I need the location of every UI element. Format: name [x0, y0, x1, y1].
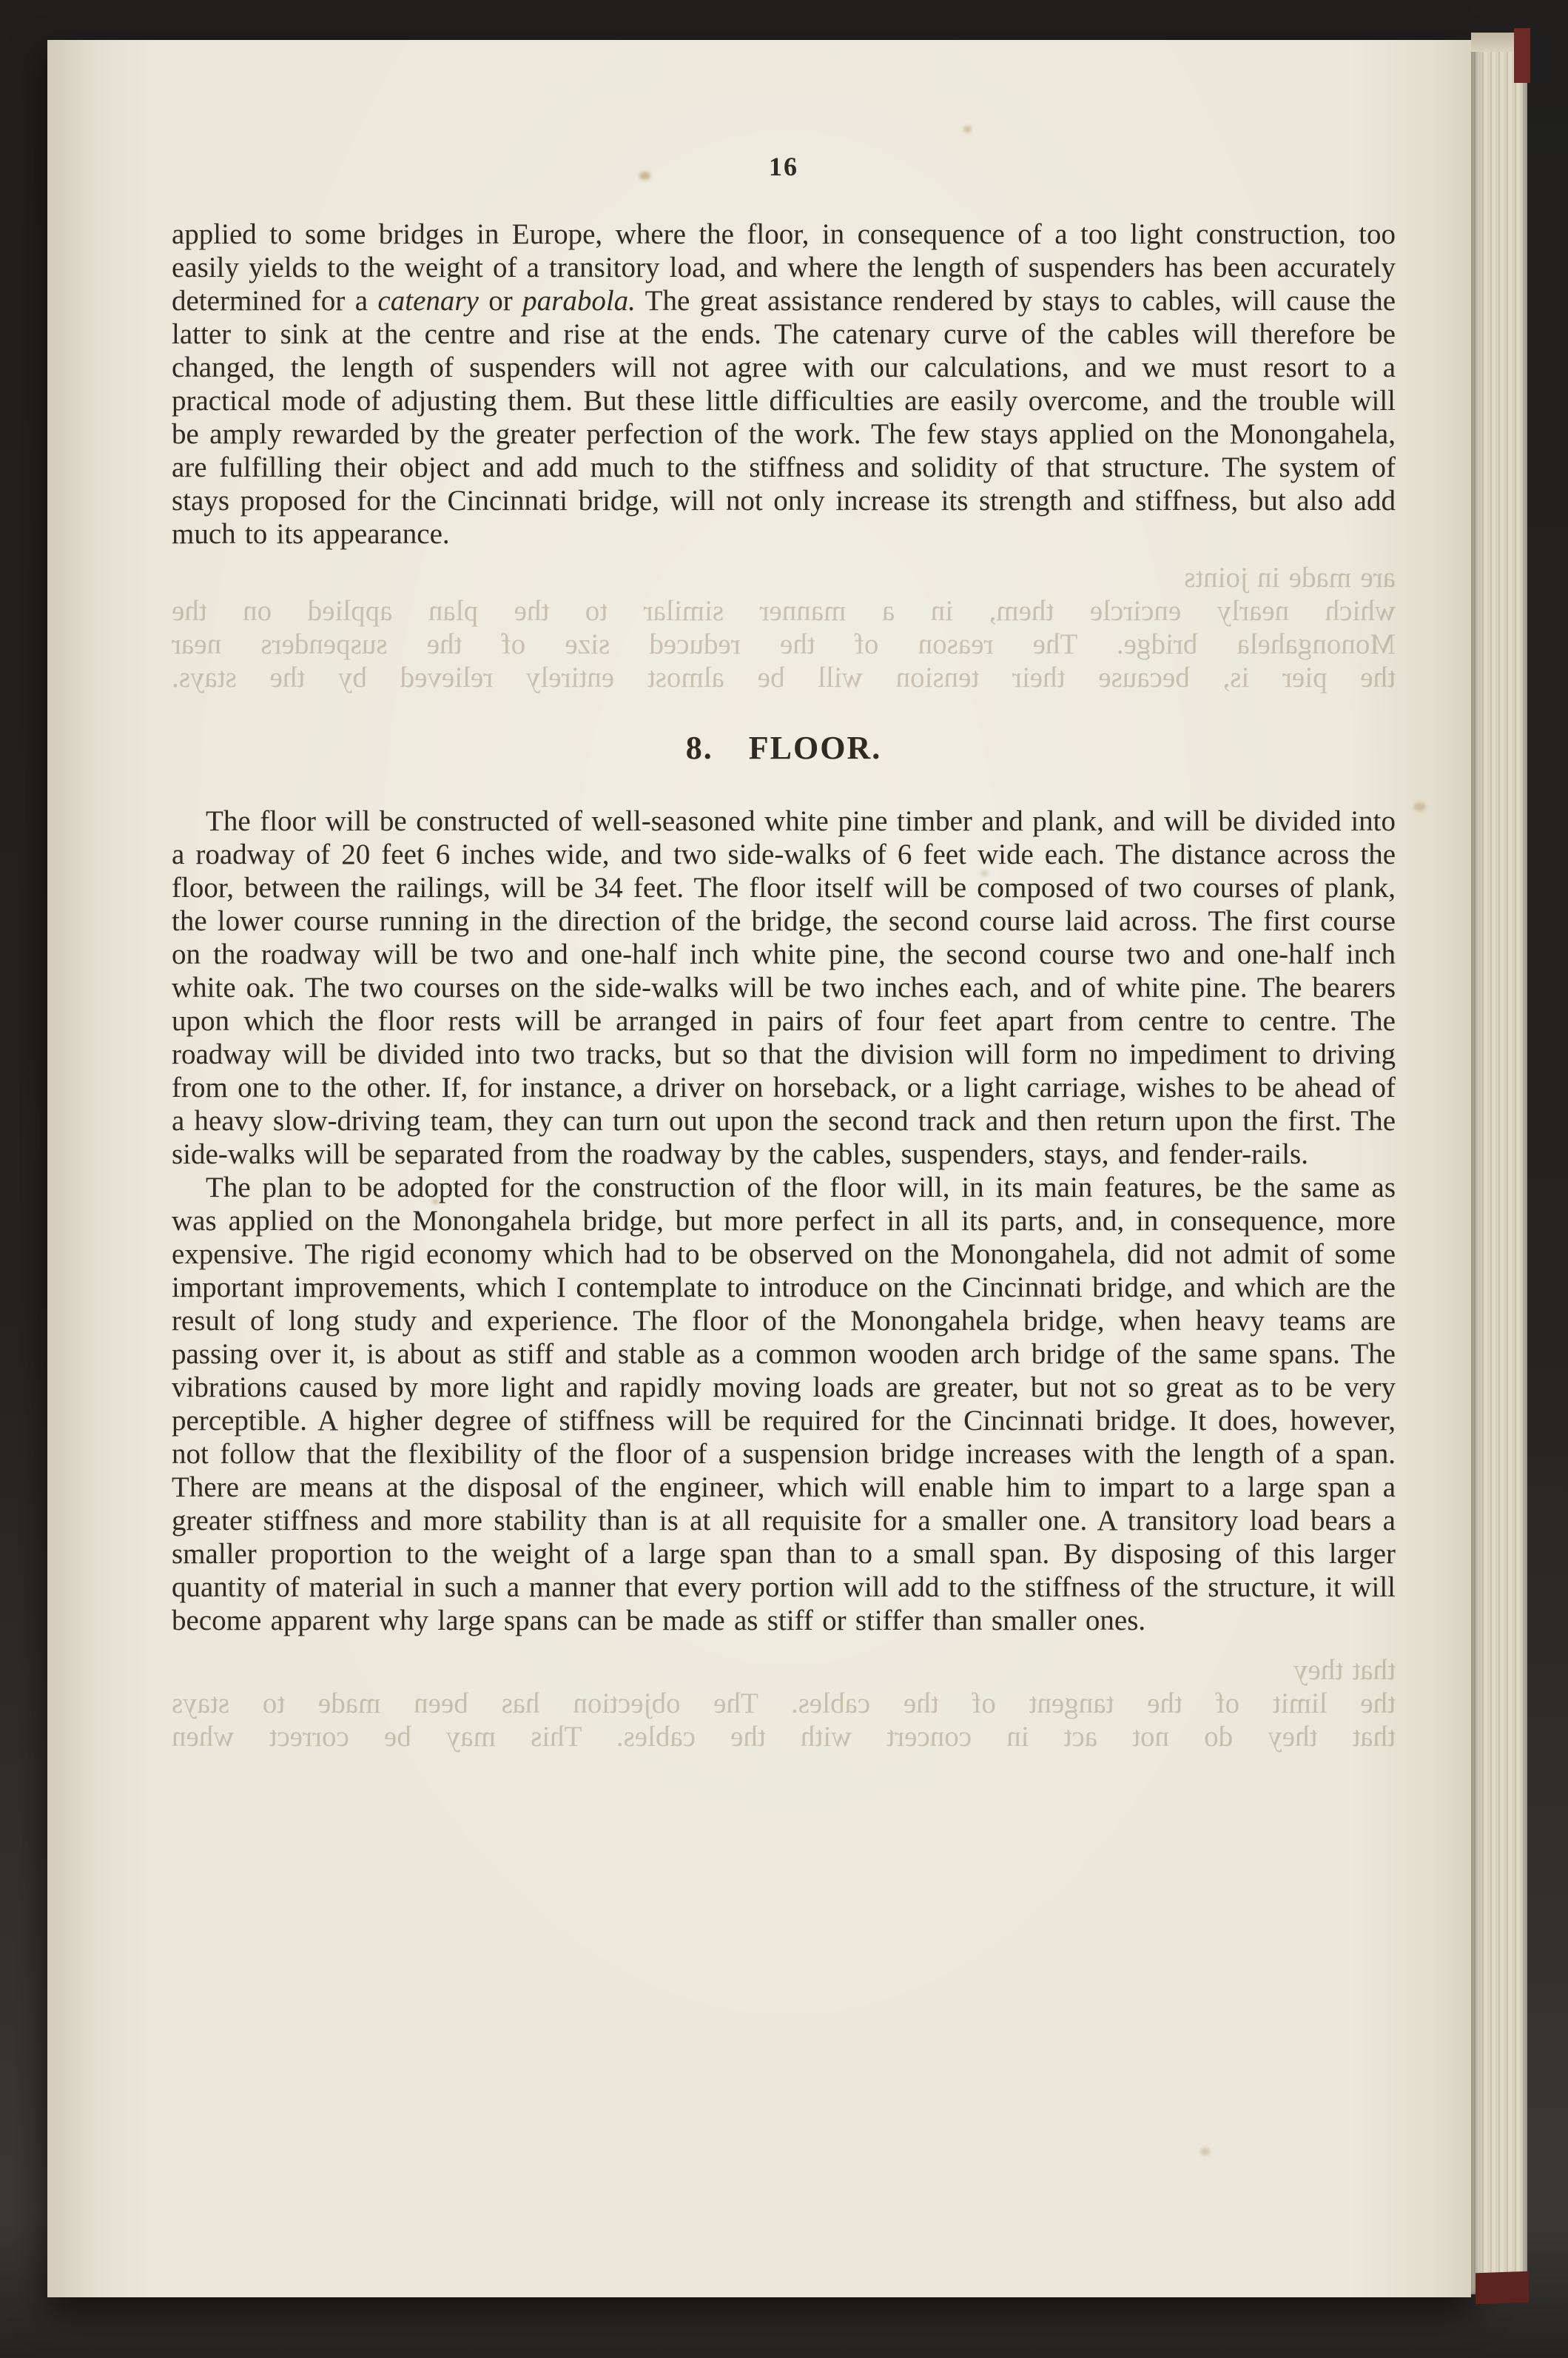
section-title: FLOOR.: [748, 730, 882, 766]
bleedthrough-line: that they: [1293, 1654, 1396, 1686]
section-number: 8.: [685, 730, 713, 766]
bleedthrough-line: the pier is, because their tension will be almost entirely relieved by the stays.: [172, 662, 1396, 693]
bleedthrough-line: that they do not act in concert with the cables. This may be correct when: [172, 1721, 1396, 1753]
book-cover-edge-bottom: [1476, 2271, 1529, 2305]
foxing-spot: [639, 172, 650, 180]
floor-paragraph-1: The floor will be constructed of well-seasoned white pine timber and plank, and will be divided into a roadway of 20 feet 6 inches wide, and two side-walks of 6 feet wide each. The distance across the floor, between the railings, will be 34 feet. The floor itself will be composed of two courses of plank, the lower course running in the direction of the bridge, the second course laid across. The first course on the roadway will be two and one-half inch white pine, the second course two and one-half inch white oak. The two courses on the side-walks will be two inches each, and of white pine. The bearers upon which the floor rests will be arranged in pairs of four feet apart from centre to centre. The roadway will be divided into two tracks, but so that the division will form no impediment to driving from one to the other. If, for instance, a driver on horseback, or a light carriage, wishes to be ahead of a heavy slow-driving team, they can turn out upon the second track and then return upon the first. The side-walks will be separated from the roadway by the cables, suspenders, stays, and fender-rails.: [172, 805, 1396, 1170]
italic-word-parabola: parabola.: [522, 285, 636, 317]
floor-paragraph-2: The plan to be adopted for the construction of the floor will, in its main features, be the same as was applied on the Monongahela bridge, but more perfect in all its parts, and, in consequence, more expensive. The rigid economy which had to be observed on the Monongahela, did not admit of some important improvements, which I contemplate to introduce on the Cincinnati bridge, and which are the result of long study and experience. The floor of the Monongahela bridge, when heavy teams are passing over it, is about as stiff and stable as a common wooden arch bridge of the same spans. The vibrations caused by more light and rapidly moving loads are greater, but not so great as to be very perceptible. A higher degree of stiffness will be required for the Cincinnati bridge. It does, however, not follow that the flexibility of the floor of a suspension bridge increases with the length of a span. There are means at the disposal of the engineer, which will enable him to impart to a large span a greater stiffness and more stability than is at all requisite for a smaller one. A transitory load bears a smaller proportion to the weight of a large span than to a small span. By disposing of this larger quantity of material in such a manner that every portion will add to the stiffness of the structure, it will become apparent why large spans can be made as stiff or stiffer than smaller ones.: [172, 1172, 1396, 1636]
bleedthrough-text-top: [172, 561, 1396, 694]
continuation-paragraph: [172, 218, 1396, 551]
bleedthrough-line: are made in joints: [1184, 562, 1396, 594]
paragraph-text: The great assistance rendered by stays to cables, will cause the latter to sink at the centre and rise at the ends. The catenary curve of the cables will therefore be changed, the length of suspenders will not agree with our calculations, and we must resort to a practical mode of adjusting them. But these little difficulties are easily overcome, and the trouble will be amply rewarded by the greater perfection of the work. The few stays applied on the Monongahela, are fulfilling their object and add much to the stiffness and solidity of that structure. The system of stays proposed for the Cincinnati bridge, will not only increase its strength and stiffness, but also add much to its appearance.: [172, 285, 1396, 550]
italic-word-catenary: catenary: [377, 285, 479, 317]
book-fore-edge-pages: [1471, 33, 1527, 2294]
paragraph-text: applied to some bridges in Europe, where the floor, in consequence of a too light construction, too easily yields to the weight of a transitory load, and where the length of suspenders has been accurately determined for a: [172, 218, 1396, 317]
paragraph-text: or: [478, 285, 523, 317]
foxing-spot: [1200, 2148, 1210, 2155]
foxing-spot: [981, 870, 988, 876]
foxing-spot: [432, 1198, 439, 1204]
page-body-text: [172, 218, 1396, 1753]
bleedthrough-line: the limit of the tangent of the cables. The objection has been made to stays: [172, 1687, 1396, 1719]
bleedthrough-text-bottom: [172, 1653, 1396, 1753]
foxing-spot: [963, 126, 972, 132]
book-page: [47, 40, 1471, 2297]
foxing-spot: [1413, 802, 1426, 811]
section-heading: [172, 731, 1396, 765]
page-number: 16: [769, 152, 798, 181]
bleedthrough-line: which nearly encircle them, in a manner similar to the plan applied on the: [172, 595, 1396, 627]
book-cover-edge-top: [1514, 28, 1530, 83]
bleedthrough-line: Monongahela bridge. The reason of the reduced size of the suspenders near: [172, 628, 1396, 660]
